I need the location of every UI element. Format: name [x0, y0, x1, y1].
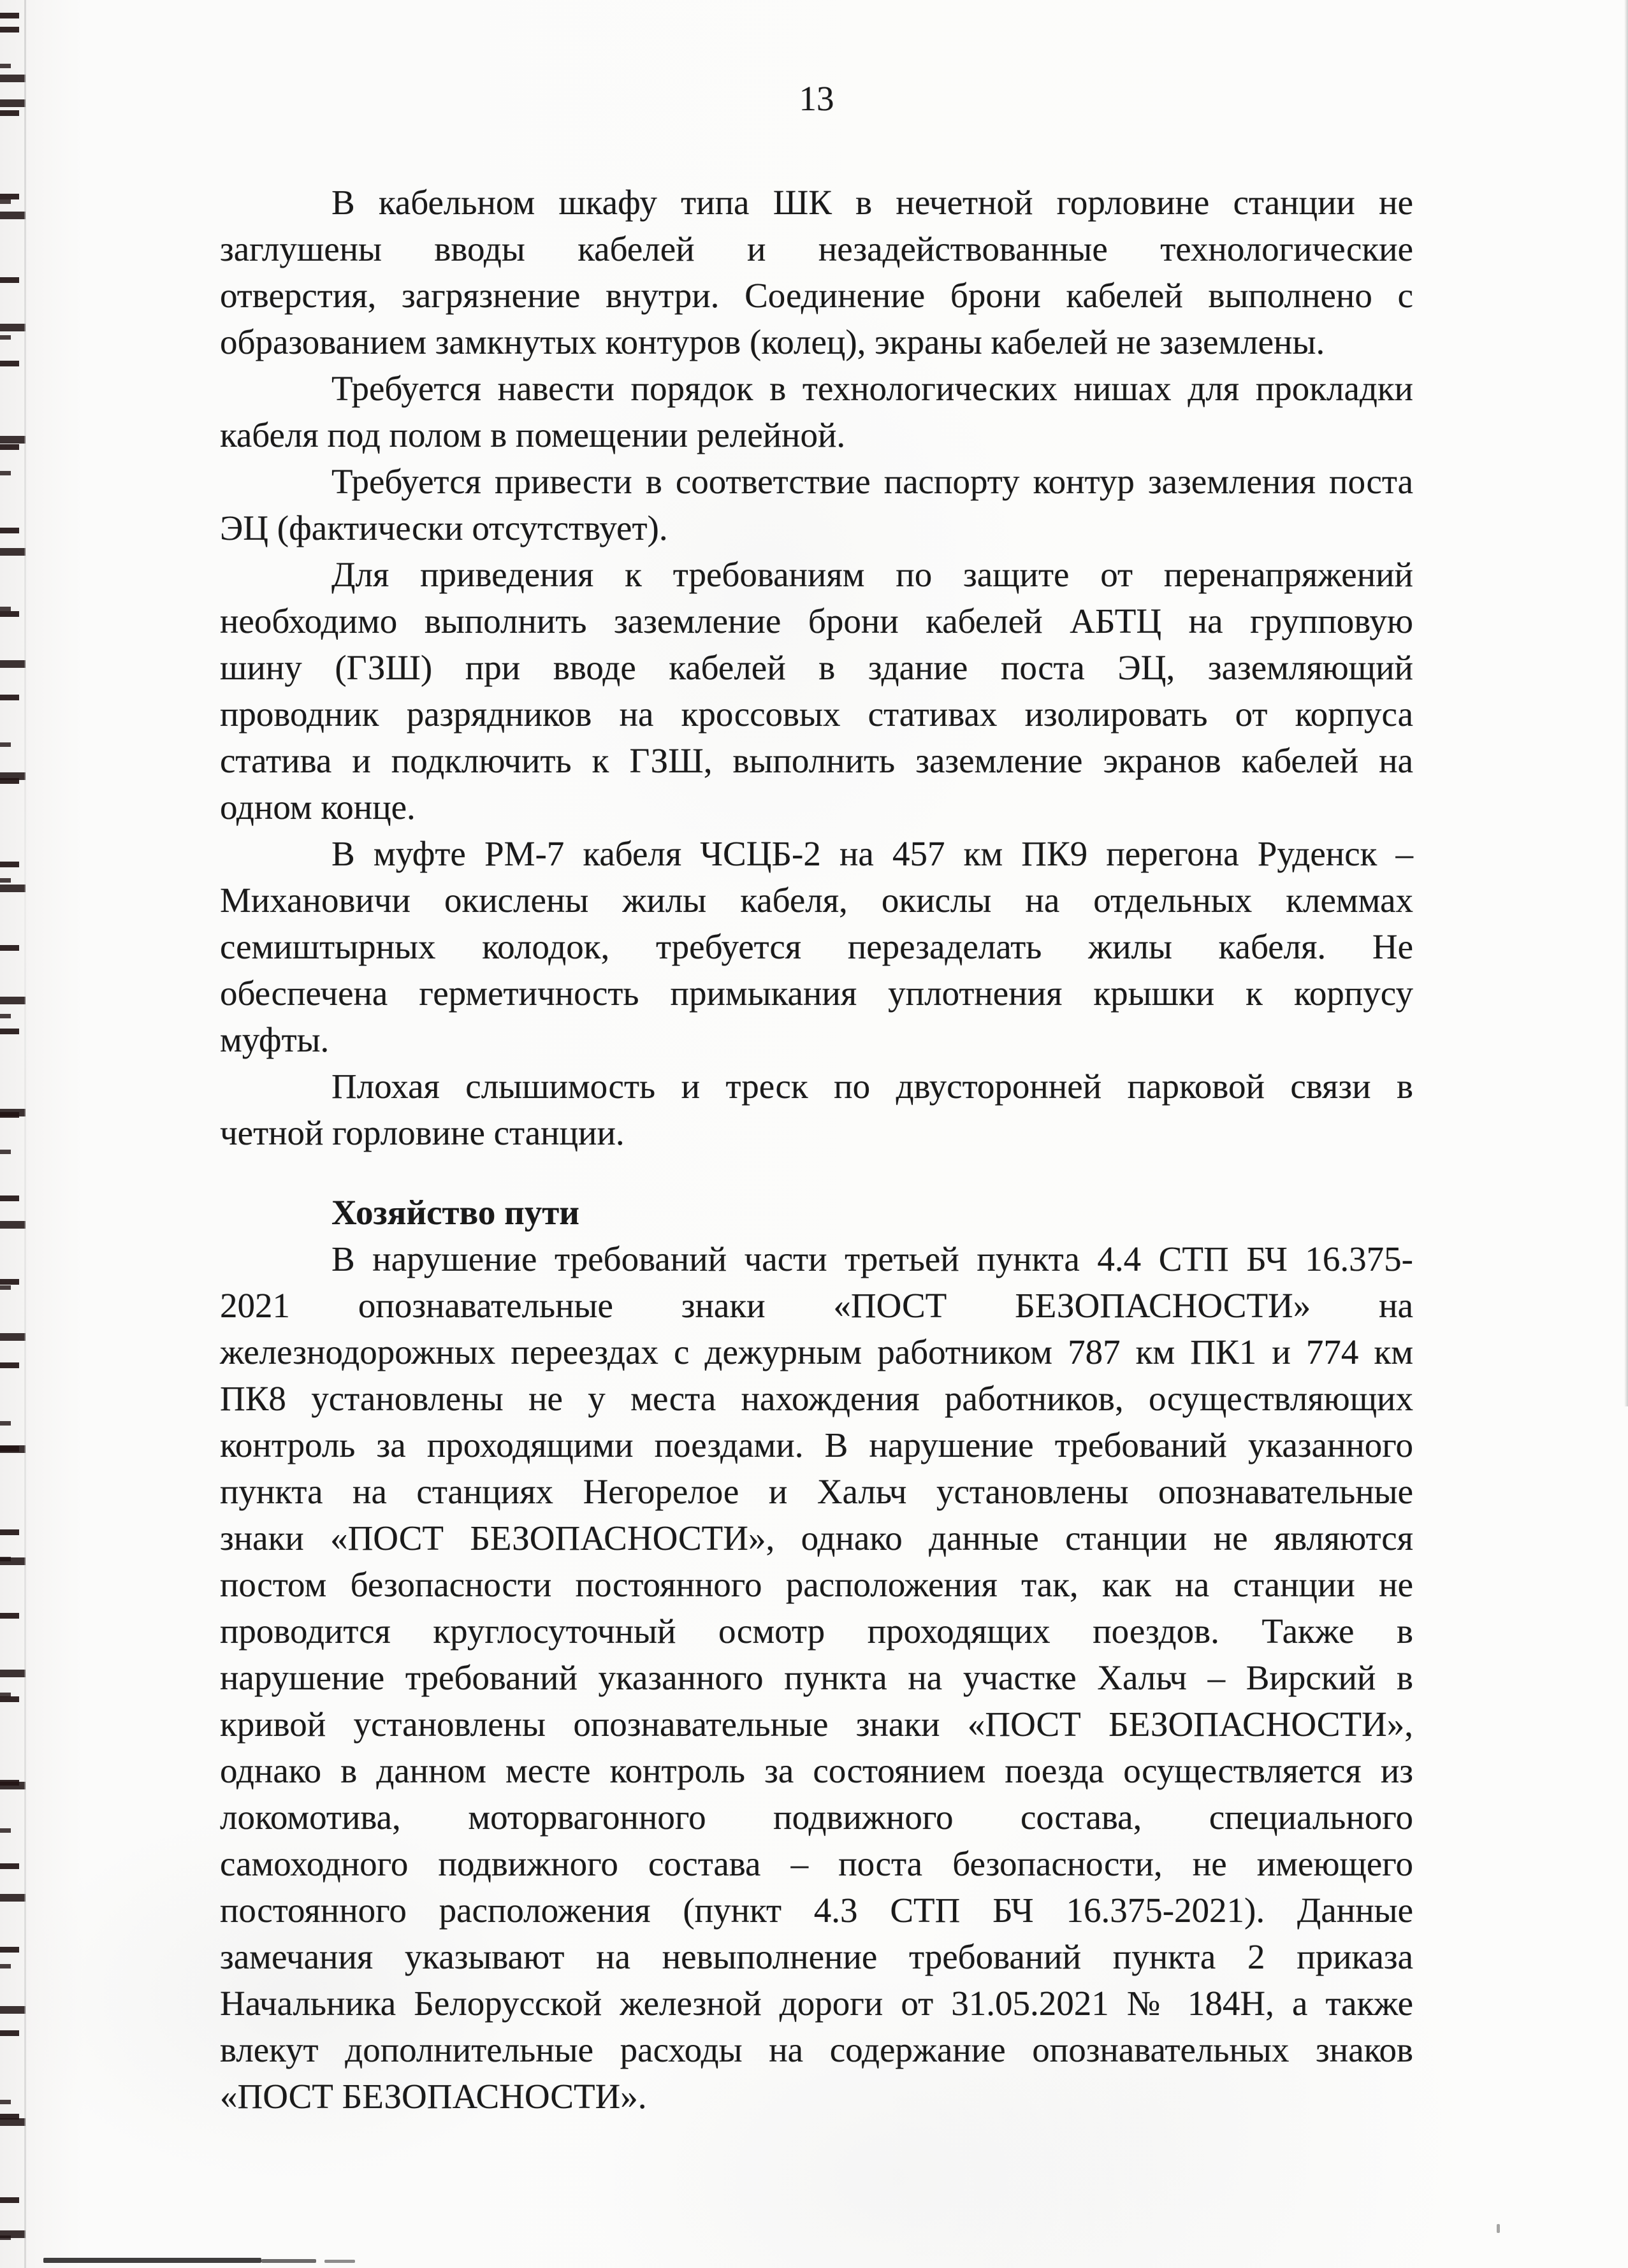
text-line: кривой установлены опознавательные знаки «ПОСТ БЕЗОПАСНОСТИ»,: [220, 1705, 1413, 1744]
scan-artifact-bottom-line: [261, 2259, 316, 2263]
text-line: постоянного расположения (пункт 4.3 СТП БЧ 16.375-2021). Данные: [220, 1891, 1413, 1930]
text-line: одном конце.: [220, 788, 416, 827]
text-line: Плохая слышимость и треск по двусторонней парковой связи в: [331, 1067, 1413, 1106]
text-line: Требуется навести порядок в технологических нишах для прокладки: [331, 369, 1413, 408]
scan-artifact-crease: [24, 0, 26, 2268]
scan-artifact-right-edge: [1624, 0, 1628, 1406]
text-line: статива и подключить к ГЗШ, выполнить заземление экранов кабелей на: [220, 741, 1413, 780]
paragraph: [220, 365, 1413, 458]
text-line: В нарушение требований части третьей пункта 4.4 СТП БЧ 16.375-: [331, 1239, 1413, 1278]
paragraph: [220, 458, 1413, 551]
text-line: Михановичи окислены жилы кабеля, окислы на отдельных клеммах: [220, 881, 1413, 920]
text-line: нарушение требований указанного пункта на участке Хальч – Вирский в: [220, 1658, 1413, 1697]
text-line: железнодорожных переездах с дежурным работником 787 км ПК1 и 774 км: [220, 1333, 1413, 1371]
text-line: шину (ГЗШ) при вводе кабелей в здание поста ЭЦ, заземляющий: [220, 648, 1413, 687]
document-body: [220, 179, 1413, 2120]
text-line: Для приведения к требованиям по защите от перенапряжений: [331, 555, 1413, 594]
paragraph: [220, 1063, 1413, 1156]
text-line: заглушены вводы кабелей и незадействованные технологические: [220, 229, 1413, 268]
text-line: проводится круглосуточный осмотр проходящих поездов. Также в: [220, 1612, 1413, 1650]
paragraph: [220, 551, 1413, 830]
text-line: контроль за проходящими поездами. В нарушение требований указанного: [220, 1426, 1413, 1464]
text-line: муфты.: [220, 1020, 330, 1059]
paragraph: [220, 179, 1413, 365]
page-number: 13: [799, 79, 834, 118]
text-line: пункта на станциях Негорелое и Хальч установлены опознавательные: [220, 1472, 1413, 1511]
text-line: локомотива, моторвагонного подвижного состава, специального: [220, 1798, 1413, 1837]
text-line: проводник разрядников на кроссовых стативах изолировать от корпуса: [220, 695, 1413, 733]
scan-artifact-bottom-line: [324, 2260, 355, 2263]
text-line: четной горловине станции.: [220, 1113, 625, 1152]
text-line: ПК8 установлены не у места нахождения работников, осуществляющих: [220, 1379, 1413, 1418]
paragraph: [220, 830, 1413, 1063]
scan-artifact-left-dashes: [0, 3, 25, 2268]
text-line: образованием замкнутых контуров (колец), экраны кабелей не заземлены.: [220, 322, 1325, 361]
text-line: «ПОСТ БЕЗОПАСНОСТИ».: [220, 2077, 647, 2116]
scan-artifact-speck: [1497, 2224, 1500, 2233]
text-line: семиштырных колодок, требуется перезаделать жилы кабеля. Не: [220, 927, 1413, 966]
text-line: самоходного подвижного состава – поста безопасности, не имеющего: [220, 1844, 1413, 1883]
document-content: [220, 0, 1413, 2120]
scan-artifact-bottom-line: [43, 2258, 261, 2263]
text-line: однако в данном месте контроль за состоянием поезда осуществляется из: [220, 1751, 1413, 1790]
text-line: В кабельном шкафу типа ШК в нечетной горловине станции не: [331, 183, 1413, 222]
text-line: ЭЦ (фактически отсутствует).: [220, 509, 668, 547]
text-line: замечания указывают на невыполнение требований пункта 2 приказа: [220, 1937, 1413, 1976]
text-line: знаки «ПОСТ БЕЗОПАСНОСТИ», однако данные станции не являются: [220, 1519, 1413, 1557]
text-line: 2021 опознавательные знаки «ПОСТ БЕЗОПАСНОСТИ» на: [220, 1286, 1413, 1325]
text-line: влекут дополнительные расходы на содержание опознавательных знаков: [220, 2030, 1413, 2069]
text-line: обеспечена герметичность примыкания уплотнения крышки к корпусу: [220, 974, 1413, 1013]
text-line: Начальника Белорусской железной дороги от 31.05.2021 № 184Н, а также: [220, 1984, 1413, 2023]
paragraph: [220, 1236, 1413, 2120]
text-line: постом безопасности постоянного расположения так, как на станции не: [220, 1565, 1413, 1604]
text-line: Требуется привести в соответствие паспорту контур заземления поста: [331, 462, 1413, 501]
text-line: кабеля под полом в помещении релейной.: [220, 415, 846, 454]
section-heading: Хозяйство пути: [331, 1193, 579, 1232]
text-line: отверстия, загрязнение внутри. Соединение брони кабелей выполнено с: [220, 276, 1413, 315]
text-line: В муфте РМ-7 кабеля ЧСЦБ-2 на 457 км ПК9 перегона Руденск –: [331, 834, 1413, 873]
text-line: необходимо выполнить заземление брони кабелей АБТЦ на групповую: [220, 602, 1413, 640]
